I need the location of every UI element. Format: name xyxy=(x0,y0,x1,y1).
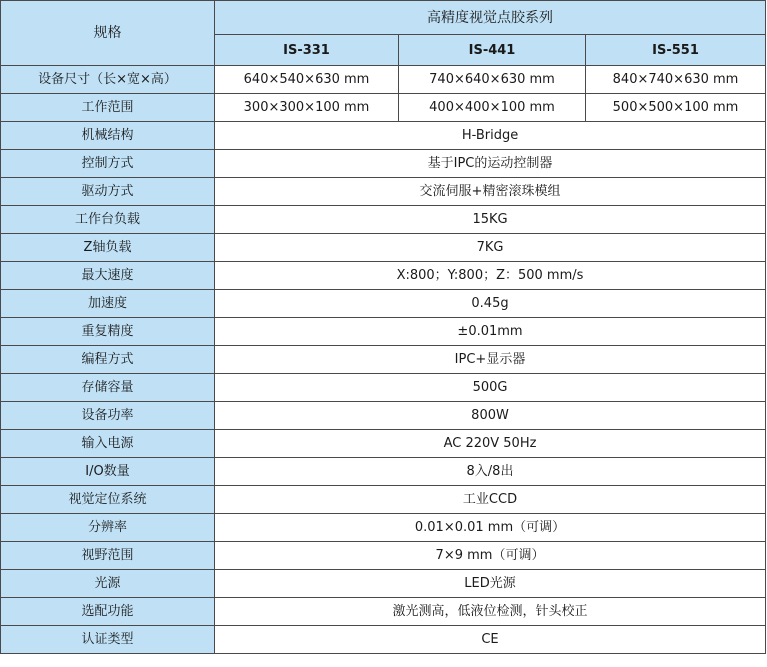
table-row xyxy=(1,234,766,262)
spec-label: 分辨率 xyxy=(1,514,215,542)
table-row xyxy=(1,94,766,122)
table-row xyxy=(1,206,766,234)
spec-value: 0.01×0.01 mm（可调） xyxy=(215,514,766,542)
table-row xyxy=(1,458,766,486)
spec-label: 设备功率 xyxy=(1,402,215,430)
spec-value: 800W xyxy=(215,402,766,430)
spec-label: 选配功能 xyxy=(1,598,215,626)
table-row xyxy=(1,150,766,178)
spec-value: 300×300×100 mm xyxy=(215,94,399,122)
spec-label: I/O数量 xyxy=(1,458,215,486)
table-row xyxy=(1,486,766,514)
spec-label: 光源 xyxy=(1,570,215,598)
table-row xyxy=(1,430,766,458)
spec-label: 编程方式 xyxy=(1,346,215,374)
spec-label: 认证类型 xyxy=(1,626,215,654)
spec-value: CE xyxy=(215,626,766,654)
spec-value: 7×9 mm（可调） xyxy=(215,542,766,570)
spec-value: 基于IPC的运动控制器 xyxy=(215,150,766,178)
spec-label: 输入电源 xyxy=(1,430,215,458)
table-row xyxy=(1,346,766,374)
table-row xyxy=(1,570,766,598)
spec-value: 400×400×100 mm xyxy=(399,94,586,122)
spec-label: 工作台负载 xyxy=(1,206,215,234)
spec-value: 740×640×630 mm xyxy=(399,66,586,94)
table-row xyxy=(1,178,766,206)
spec-value: 500×500×100 mm xyxy=(586,94,766,122)
spec-label: 机械结构 xyxy=(1,122,215,150)
table-row xyxy=(1,318,766,346)
spec-value: 0.45g xyxy=(215,290,766,318)
spec-value: 交流伺服+精密滚珠模组 xyxy=(215,178,766,206)
spec-label: 最大速度 xyxy=(1,262,215,290)
spec-label: 视觉定位系统 xyxy=(1,486,215,514)
spec-value: 7KG xyxy=(215,234,766,262)
table-row xyxy=(1,66,766,94)
spec-value: X:800；Y:800；Z：500 mm/s xyxy=(215,262,766,290)
table-row xyxy=(1,402,766,430)
spec-label: 视野范围 xyxy=(1,542,215,570)
spec-label: 控制方式 xyxy=(1,150,215,178)
spec-label: 工作范围 xyxy=(1,94,215,122)
table-row xyxy=(1,542,766,570)
spec-header: 规格 xyxy=(1,1,215,66)
spec-value: ±0.01mm xyxy=(215,318,766,346)
spec-label: 重复精度 xyxy=(1,318,215,346)
table-row xyxy=(1,598,766,626)
table-row xyxy=(1,374,766,402)
spec-value: IPC+显示器 xyxy=(215,346,766,374)
spec-value: 840×740×630 mm xyxy=(586,66,766,94)
table-row xyxy=(1,122,766,150)
spec-value: 500G xyxy=(215,374,766,402)
spec-value: LED光源 xyxy=(215,570,766,598)
table-row xyxy=(1,290,766,318)
spec-value: 工业CCD xyxy=(215,486,766,514)
table-row xyxy=(1,262,766,290)
spec-value: H-Bridge xyxy=(215,122,766,150)
table-row xyxy=(1,514,766,542)
spec-value: AC 220V 50Hz xyxy=(215,430,766,458)
spec-value: 激光测高，低液位检测，针头校正 xyxy=(215,598,766,626)
spec-label: Z轴负载 xyxy=(1,234,215,262)
spec-value: 640×540×630 mm xyxy=(215,66,399,94)
series-title: 高精度视觉点胶系列 xyxy=(215,1,766,35)
table-row xyxy=(1,626,766,654)
spec-label: 加速度 xyxy=(1,290,215,318)
spec-value: 15KG xyxy=(215,206,766,234)
spec-label: 设备尺寸（长×宽×高） xyxy=(1,66,215,94)
spec-label: 驱动方式 xyxy=(1,178,215,206)
spec-value: 8入/8出 xyxy=(215,458,766,486)
model-header: IS-441 xyxy=(399,35,586,66)
spec-label: 存储容量 xyxy=(1,374,215,402)
model-header: IS-331 xyxy=(215,35,399,66)
model-header: IS-551 xyxy=(586,35,766,66)
